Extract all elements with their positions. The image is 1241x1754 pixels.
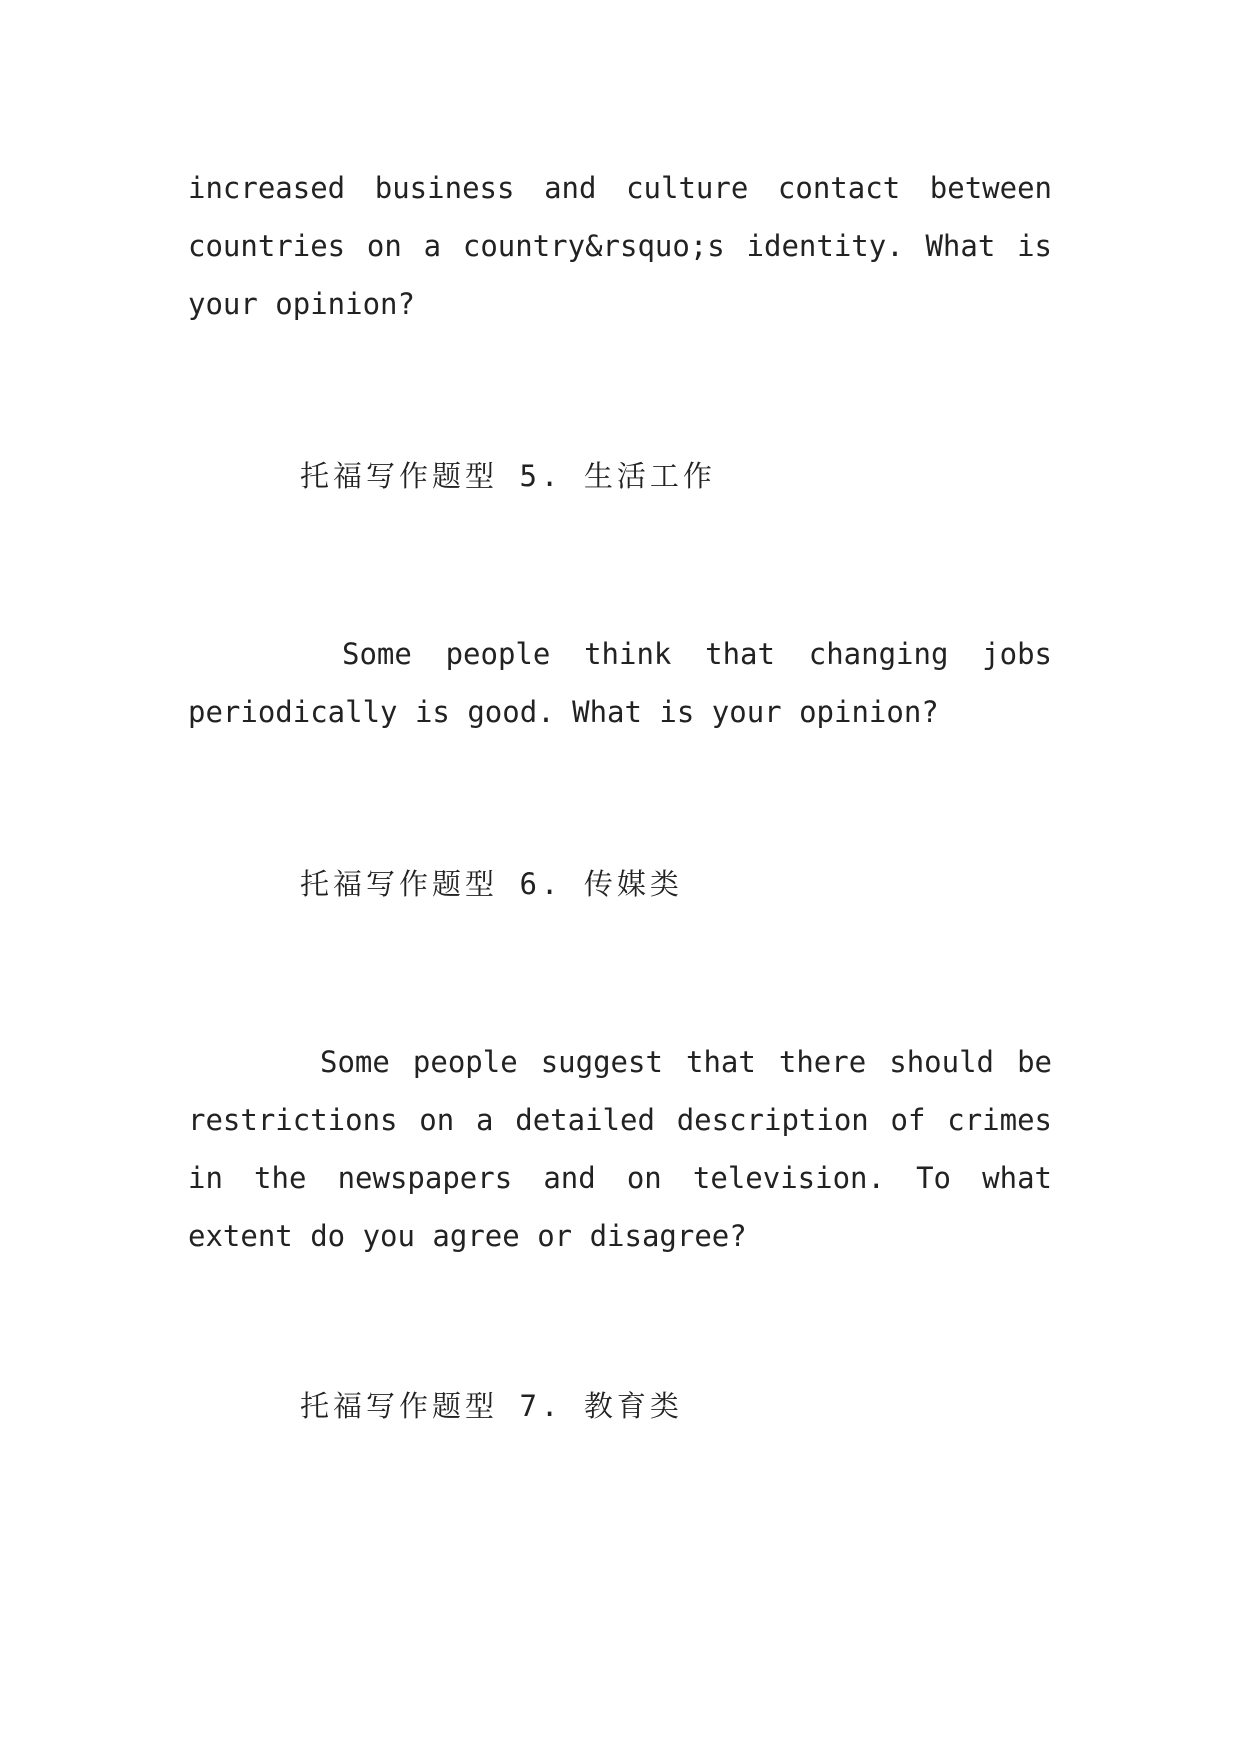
section-heading-7: 托福写作题型 7. 教育类 — [300, 1389, 683, 1423]
section-heading-5: 托福写作题型 5. 生活工作 — [300, 459, 716, 493]
question-paragraph: Some people think that changing jobs periodically is good. What is your opinion? — [188, 637, 1052, 729]
section-heading-6: 托福写作题型 6. 传媒类 — [300, 867, 683, 901]
question-paragraph: Some people suggest that there should be restrictions on a detailed description of crimes in the newspapers and on television. To what extent do you agree or disagree? — [188, 1045, 1052, 1253]
question-paragraph: increased business and culture contact between countries on a country&rsquo;s identity. What is your opinion? — [188, 171, 1052, 321]
